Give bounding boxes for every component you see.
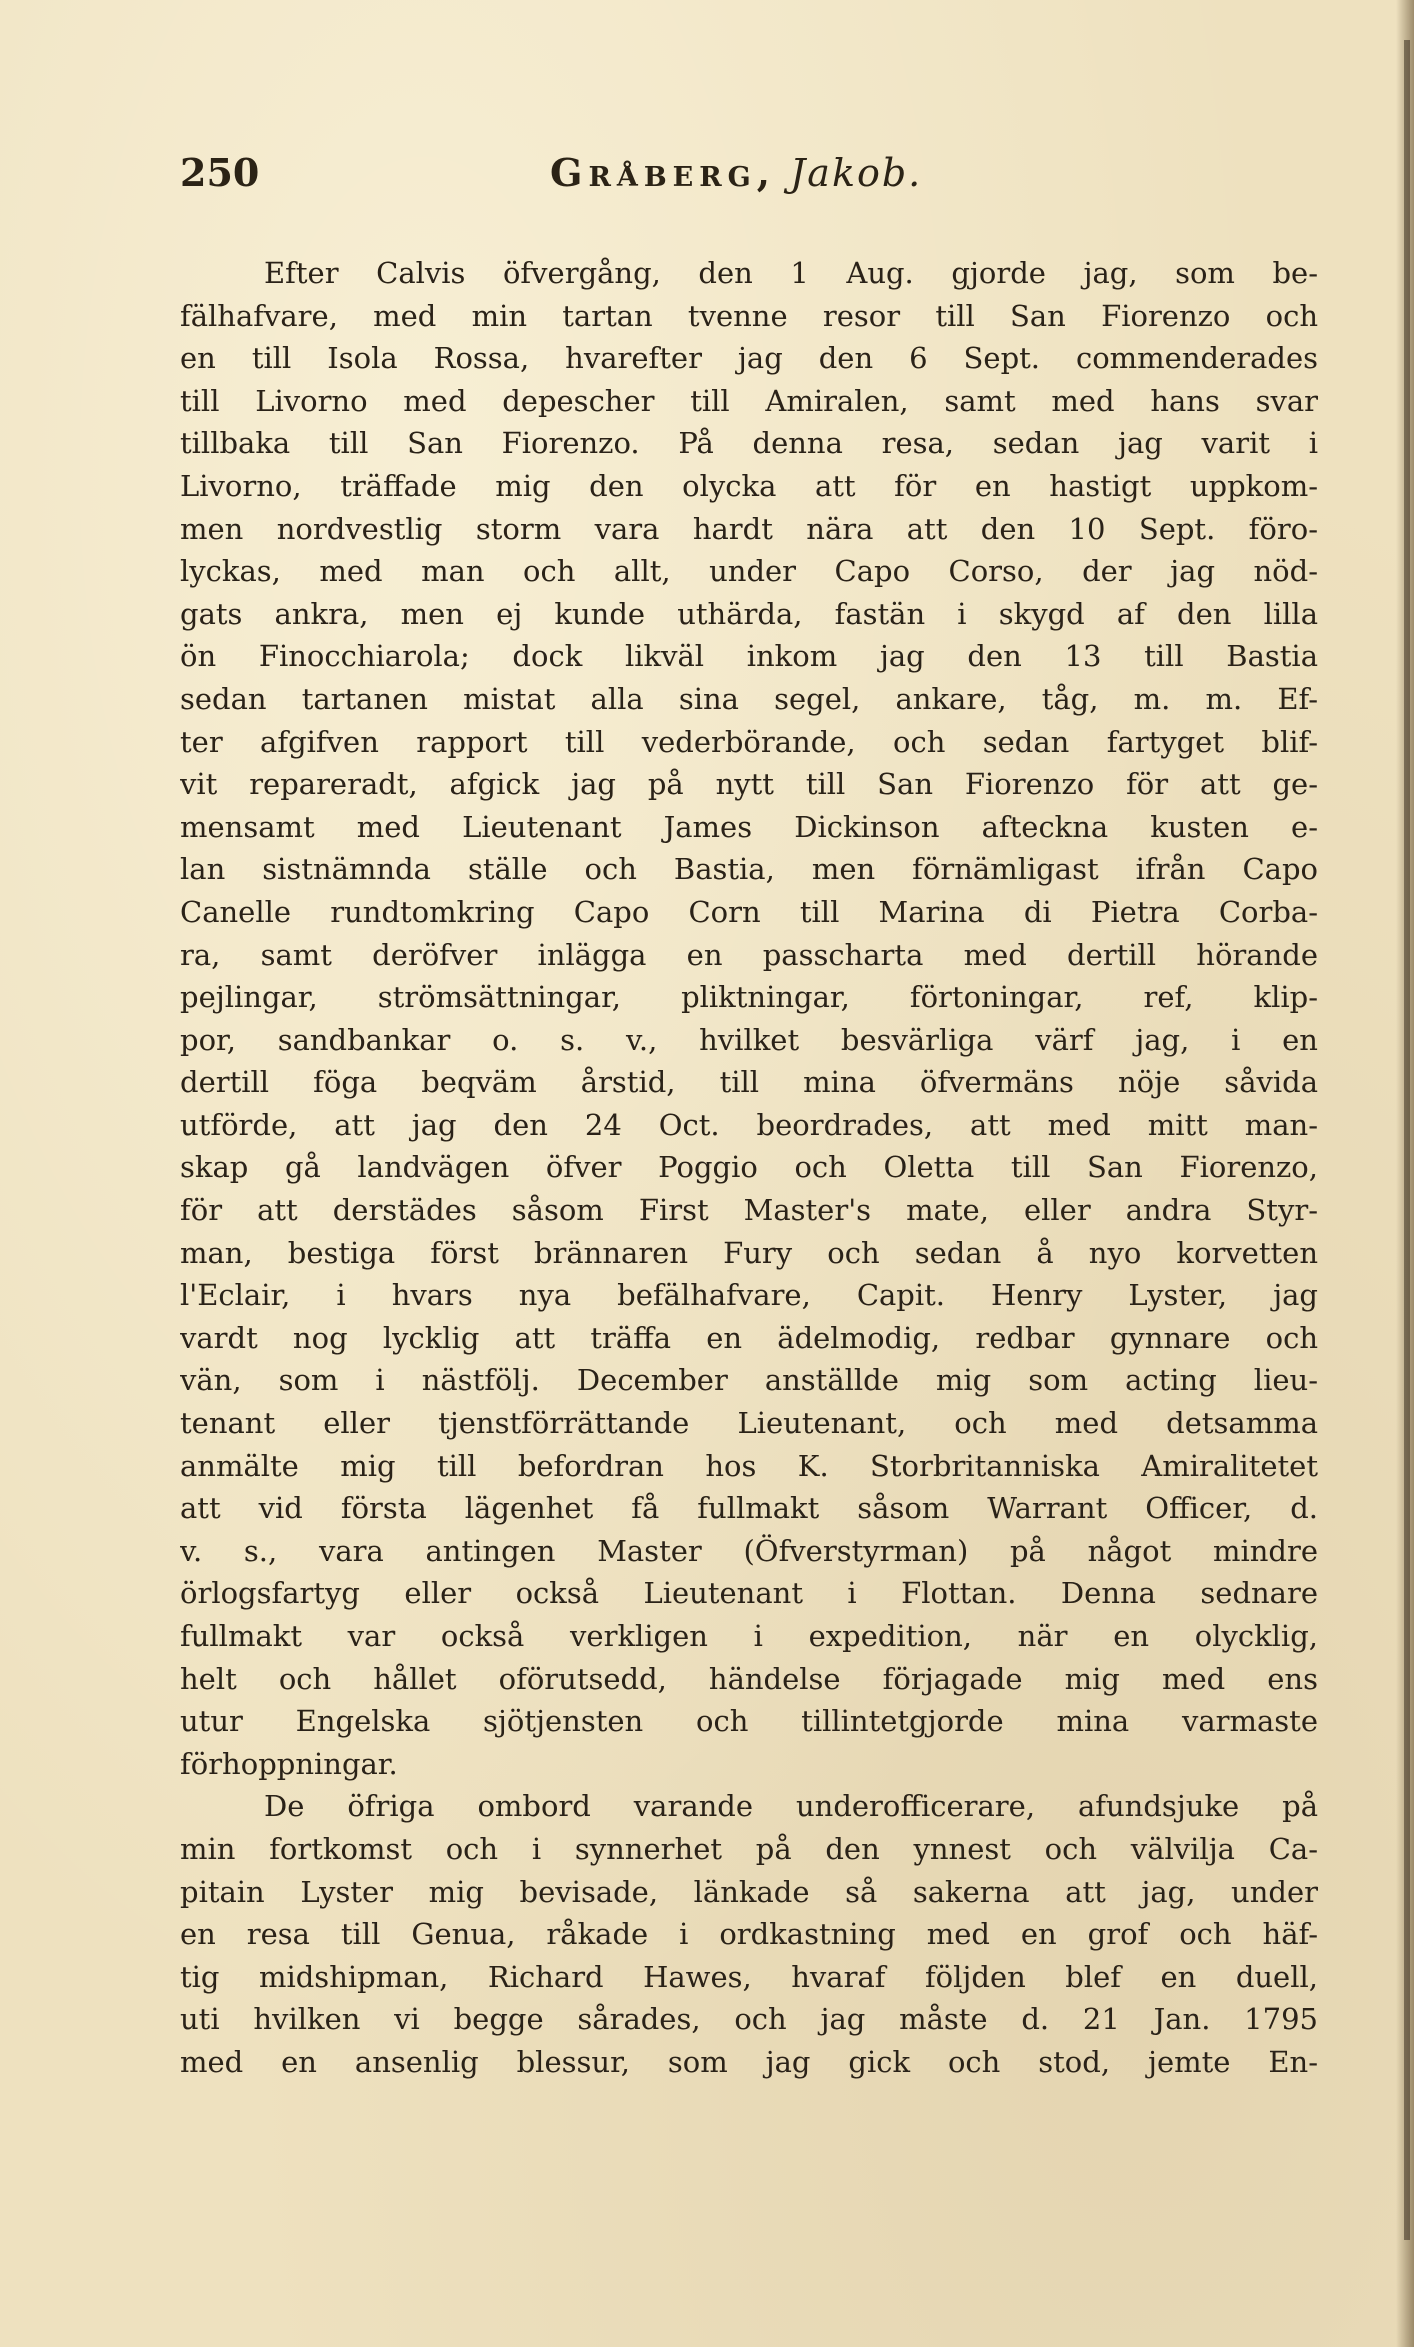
text-line: tig midshipman, Richard Hawes, hvaraf följden blef en duell, — [180, 1959, 1318, 1994]
text-line: för att derstädes såsom First Master's mate, eller andra Styr- — [180, 1193, 1318, 1228]
text-line: att vid första lägenhet få fullmakt såsom Warrant Officer, d. — [180, 1491, 1318, 1526]
text-line: ra, samt deröfver inlägga en passcharta med dertill hörande — [180, 937, 1318, 972]
running-head-first-name: Jakob. — [790, 151, 923, 195]
text-line: fälhafvare, med min tartan tvenne resor till San Fiorenzo och — [180, 298, 1318, 333]
text-line: min fortkomst och i synnerhet på den ynnest och välvilja Ca- — [180, 1831, 1318, 1866]
text-line: pitain Lyster mig bevisade, länkade så sakerna att jag, under — [180, 1874, 1318, 1909]
running-head-name: Gråberg, — [550, 150, 776, 195]
text-line: utförde, att jag den 24 Oct. beordrades, att med mitt man- — [180, 1107, 1318, 1142]
text-line: örlogsfartyg eller också Lieutenant i Flottan. Denna sednare — [180, 1576, 1318, 1611]
text-line: en resa till Genua, råkade i ordkastning med en grof och häf- — [180, 1917, 1318, 1952]
text-line: men nordvestlig storm vara hardt nära att den 10 Sept. föro- — [180, 511, 1318, 546]
book-spine-edge — [1404, 40, 1410, 2240]
text-line: utur Engelska sjötjensten och tillintetgjorde mina varmaste — [180, 1704, 1318, 1739]
text-line: ter afgifven rapport till vederbörande, och sedan fartyget blif- — [180, 724, 1318, 759]
text-line: Livorno, träffade mig den olycka att för en hastigt uppkom- — [180, 468, 1318, 503]
text-line: De öfriga ombord varande underofficerare, afundsjuke på — [264, 1789, 1318, 1824]
page-number: 250 — [180, 150, 260, 195]
text-line: helt och hållet oförutsedd, händelse förjagade mig med ens — [180, 1661, 1318, 1696]
text-line: ön Finocchiarola; dock likväl inkom jag den 13 till Bastia — [180, 639, 1318, 674]
text-line: vardt nog lycklig att träffa en ädelmodig, redbar gynnare och — [180, 1320, 1318, 1355]
text-line: vit repareradt, afgick jag på nytt till San Fiorenzo för att ge- — [180, 767, 1318, 802]
text-line: por, sandbankar o. s. v., hvilket besvärliga värf jag, i en — [180, 1022, 1318, 1057]
text-line: Efter Calvis öfvergång, den 1 Aug. gjorde jag, som be- — [264, 256, 1318, 290]
text-line: Canelle rundtomkring Capo Corn till Marina di Pietra Corba- — [180, 894, 1318, 929]
text-line: mensamt med Lieutenant James Dickinson afteckna kusten e- — [180, 809, 1318, 844]
text-line: fullmakt var också verkligen i expedition, när en olycklig, — [180, 1619, 1318, 1653]
text-line: gats ankra, men ej kunde uthärda, fastän i skygd af den lilla — [180, 596, 1318, 631]
text-line: pejlingar, strömsättningar, pliktningar, förtoningar, ref, klip- — [180, 980, 1318, 1015]
text-line: tenant eller tjenstförrättande Lieutenant, och med detsamma — [180, 1406, 1318, 1441]
text-line: sedan tartanen mistat alla sina segel, ankare, tåg, m. m. Ef- — [180, 681, 1318, 716]
text-line: lan sistnämnda ställe och Bastia, men förnämligast ifrån Capo — [180, 852, 1318, 887]
text-line: med en ansenlig blessur, som jag gick och stod, jemte En- — [180, 2044, 1318, 2079]
text-line: dertill föga beqväm årstid, till mina öfvermäns nöje såvida — [180, 1065, 1318, 1100]
paragraph-end-line: förhoppningar. — [180, 1746, 398, 1781]
text-line: anmälte mig till befordran hos K. Storbritanniska Amiralitetet — [180, 1448, 1318, 1483]
text-line: uti hvilken vi begge sårades, och jag måste d. 21 Jan. 1795 — [180, 2002, 1318, 2037]
text-line: vän, som i nästfölj. December anställde mig som acting lieu- — [180, 1363, 1318, 1398]
page-header — [180, 150, 1320, 210]
text-line: skap gå landvägen öfver Poggio och Oletta till San Fiorenzo, — [180, 1150, 1318, 1185]
body-text — [180, 252, 1318, 2084]
text-line: tillbaka till San Fiorenzo. På denna resa, sedan jag varit i — [180, 426, 1318, 461]
text-line: till Livorno med depescher till Amiralen, samt med hans svar — [180, 383, 1318, 418]
running-head — [550, 150, 922, 195]
text-line: v. s., vara antingen Master (Öfverstyrman) på något mindre — [180, 1533, 1318, 1568]
text-line: man, bestiga först brännaren Fury och sedan å nyo korvetten — [180, 1235, 1318, 1270]
text-line: lyckas, med man och allt, under Capo Corso, der jag nöd- — [180, 554, 1318, 589]
text-line: l'Eclair, i hvars nya befälhafvare, Capit. Henry Lyster, jag — [180, 1278, 1318, 1313]
text-line: en till Isola Rossa, hvarefter jag den 6 Sept. commenderades — [180, 341, 1318, 376]
